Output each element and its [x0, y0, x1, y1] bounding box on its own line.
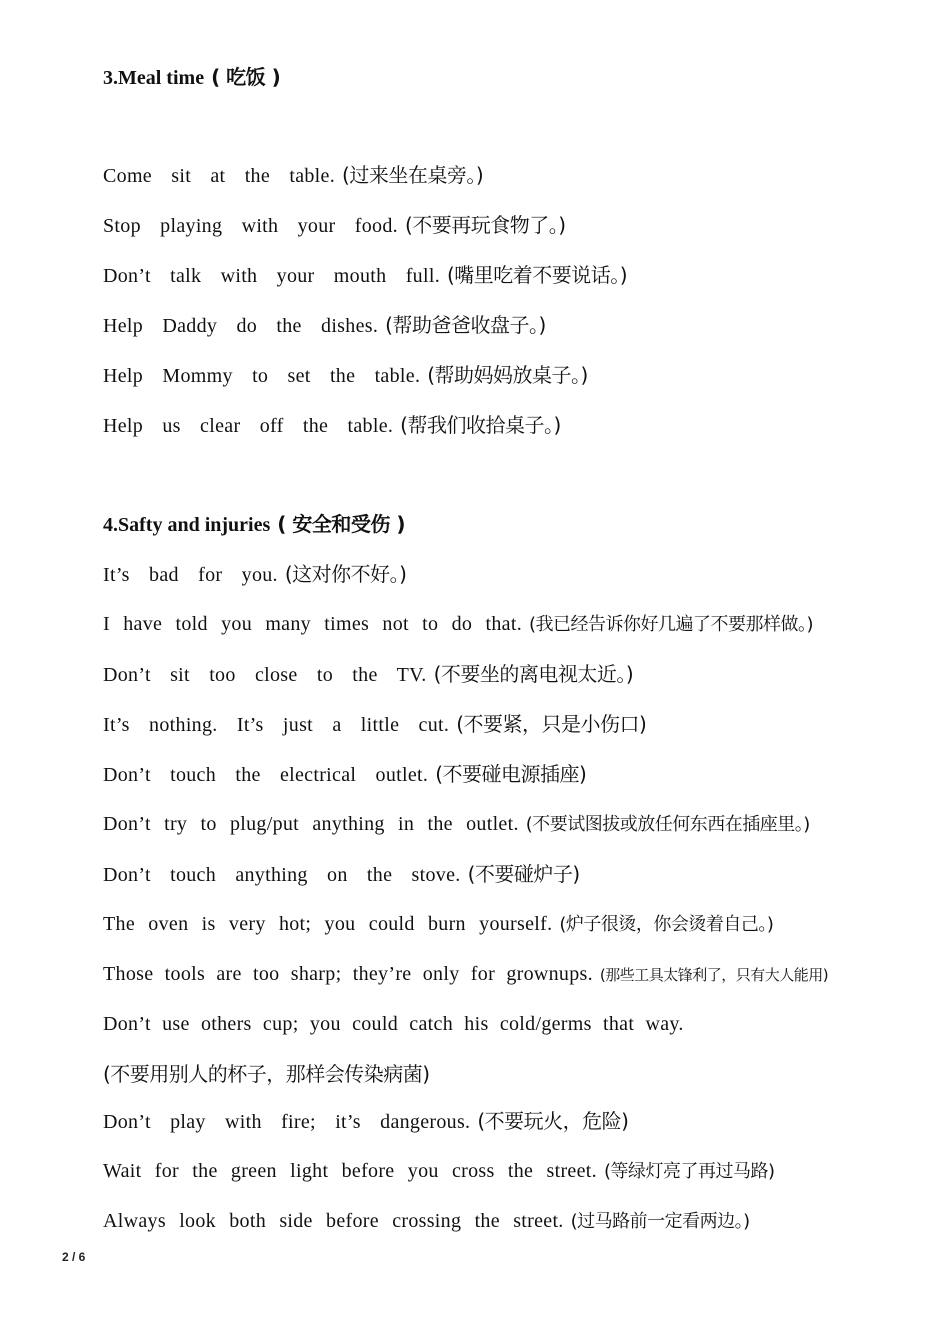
sentence-zh: (嘴里吃着不要说话。) [447, 263, 628, 287]
sentence-en: Don’t touch the electrical outlet. [103, 764, 429, 786]
sentence-en: Help Daddy do the dishes. [103, 315, 379, 337]
sentence-en: Don’t sit too close to the TV. [103, 664, 427, 686]
sentence-line [103, 1011, 890, 1037]
sentence-zh: (不要碰炉子) [467, 862, 580, 886]
sentence-en: The oven is very hot; you could burn yourself. [103, 913, 553, 935]
sentence-zh: (炉子很烫，你会烫着自己。) [559, 914, 774, 935]
sentence-line [103, 262, 890, 289]
page-indicator: 2 / 6 [62, 1250, 86, 1264]
sentence-zh: (不要玩火，危险) [477, 1109, 629, 1133]
sentence-zh: (我已经告诉你好几遍了不要那样做。) [529, 614, 814, 635]
sentence-line [103, 1061, 890, 1088]
heading-en: 3.Meal time [103, 67, 205, 89]
heading-zh: ( 安全和受伤 ) [277, 512, 405, 536]
section-heading-meal-time [103, 64, 890, 91]
sentence-line [103, 1208, 890, 1235]
sentence-en: It’s bad for you. [103, 564, 278, 586]
sentence-en: Don’t touch anything on the stove. [103, 864, 461, 886]
sentence-zh: (那些工具太锋利了，只有大人能用) [599, 966, 829, 984]
sentence-zh: (不要紧，只是小伤口) [456, 712, 647, 736]
sentence-line [103, 561, 890, 588]
sentence-line [103, 312, 890, 339]
sentence-line [103, 1158, 890, 1185]
section-heading-safety [103, 511, 890, 538]
sentence-en: Those tools are too sharp; they’re only for grownups. [103, 963, 593, 985]
sentence-zh: (过马路前一定看两边。) [570, 1211, 750, 1232]
sentence-en: Help Mommy to set the table. [103, 365, 421, 387]
sentence-zh: (不要试图拔或放任何东西在插座里。) [525, 814, 810, 835]
sentence-line [103, 761, 890, 788]
sentence-zh: (不要用别人的杯子，那样会传染病菌) [103, 1062, 430, 1086]
sentence-line [103, 961, 890, 988]
sentence-zh: (帮助妈妈放桌子。) [427, 363, 588, 387]
sentence-line [103, 1108, 890, 1135]
sentence-line [103, 711, 890, 738]
sentence-zh: (不要坐的离电视太近。) [433, 662, 634, 686]
sentence-line [103, 362, 890, 389]
sentence-en: Don’t try to plug/put anything in the outlet. [103, 813, 519, 835]
sentence-en: Help us clear off the table. [103, 415, 394, 437]
sentence-en: Don’t talk with your mouth full. [103, 265, 440, 287]
sentence-en: Wait for the green light before you cross the street. [103, 1160, 597, 1182]
sentence-line [103, 412, 890, 439]
heading-en: 4.Safty and injuries [103, 514, 271, 536]
sentence-en: Always look both side before crossing the street. [103, 1210, 564, 1232]
sentence-zh: (帮我们收拾桌子。) [400, 413, 561, 437]
sentence-line [103, 811, 890, 838]
sentence-zh: (过来坐在桌旁。) [342, 163, 484, 187]
sentence-line [103, 661, 890, 688]
sentence-line [103, 212, 890, 239]
sentence-line [103, 911, 890, 938]
sentence-zh: (帮助爸爸收盘子。) [385, 313, 546, 337]
sentence-en: Come sit at the table. [103, 165, 336, 187]
sentence-en: I have told you many times not to do that. [103, 613, 522, 635]
sentence-en: Stop playing with your food. [103, 215, 398, 237]
sentence-line [103, 162, 890, 189]
sentence-line [103, 611, 890, 638]
sentence-en: Don’t use others cup; you could catch his cold/germs that way. [103, 1013, 684, 1035]
sentence-zh: (这对你不好。) [284, 562, 407, 586]
sentence-en: Don’t play with fire; it’s dangerous. [103, 1111, 471, 1133]
heading-zh: ( 吃饭 ) [211, 65, 281, 89]
sentence-en: It’s nothing. It’s just a little cut. [103, 714, 450, 736]
sentence-line [103, 861, 890, 888]
sentence-zh: (不要再玩食物了。) [404, 213, 566, 237]
sentence-zh: (不要碰电源插座) [435, 762, 587, 786]
sentence-zh: (等绿灯亮了再过马路) [603, 1161, 775, 1182]
